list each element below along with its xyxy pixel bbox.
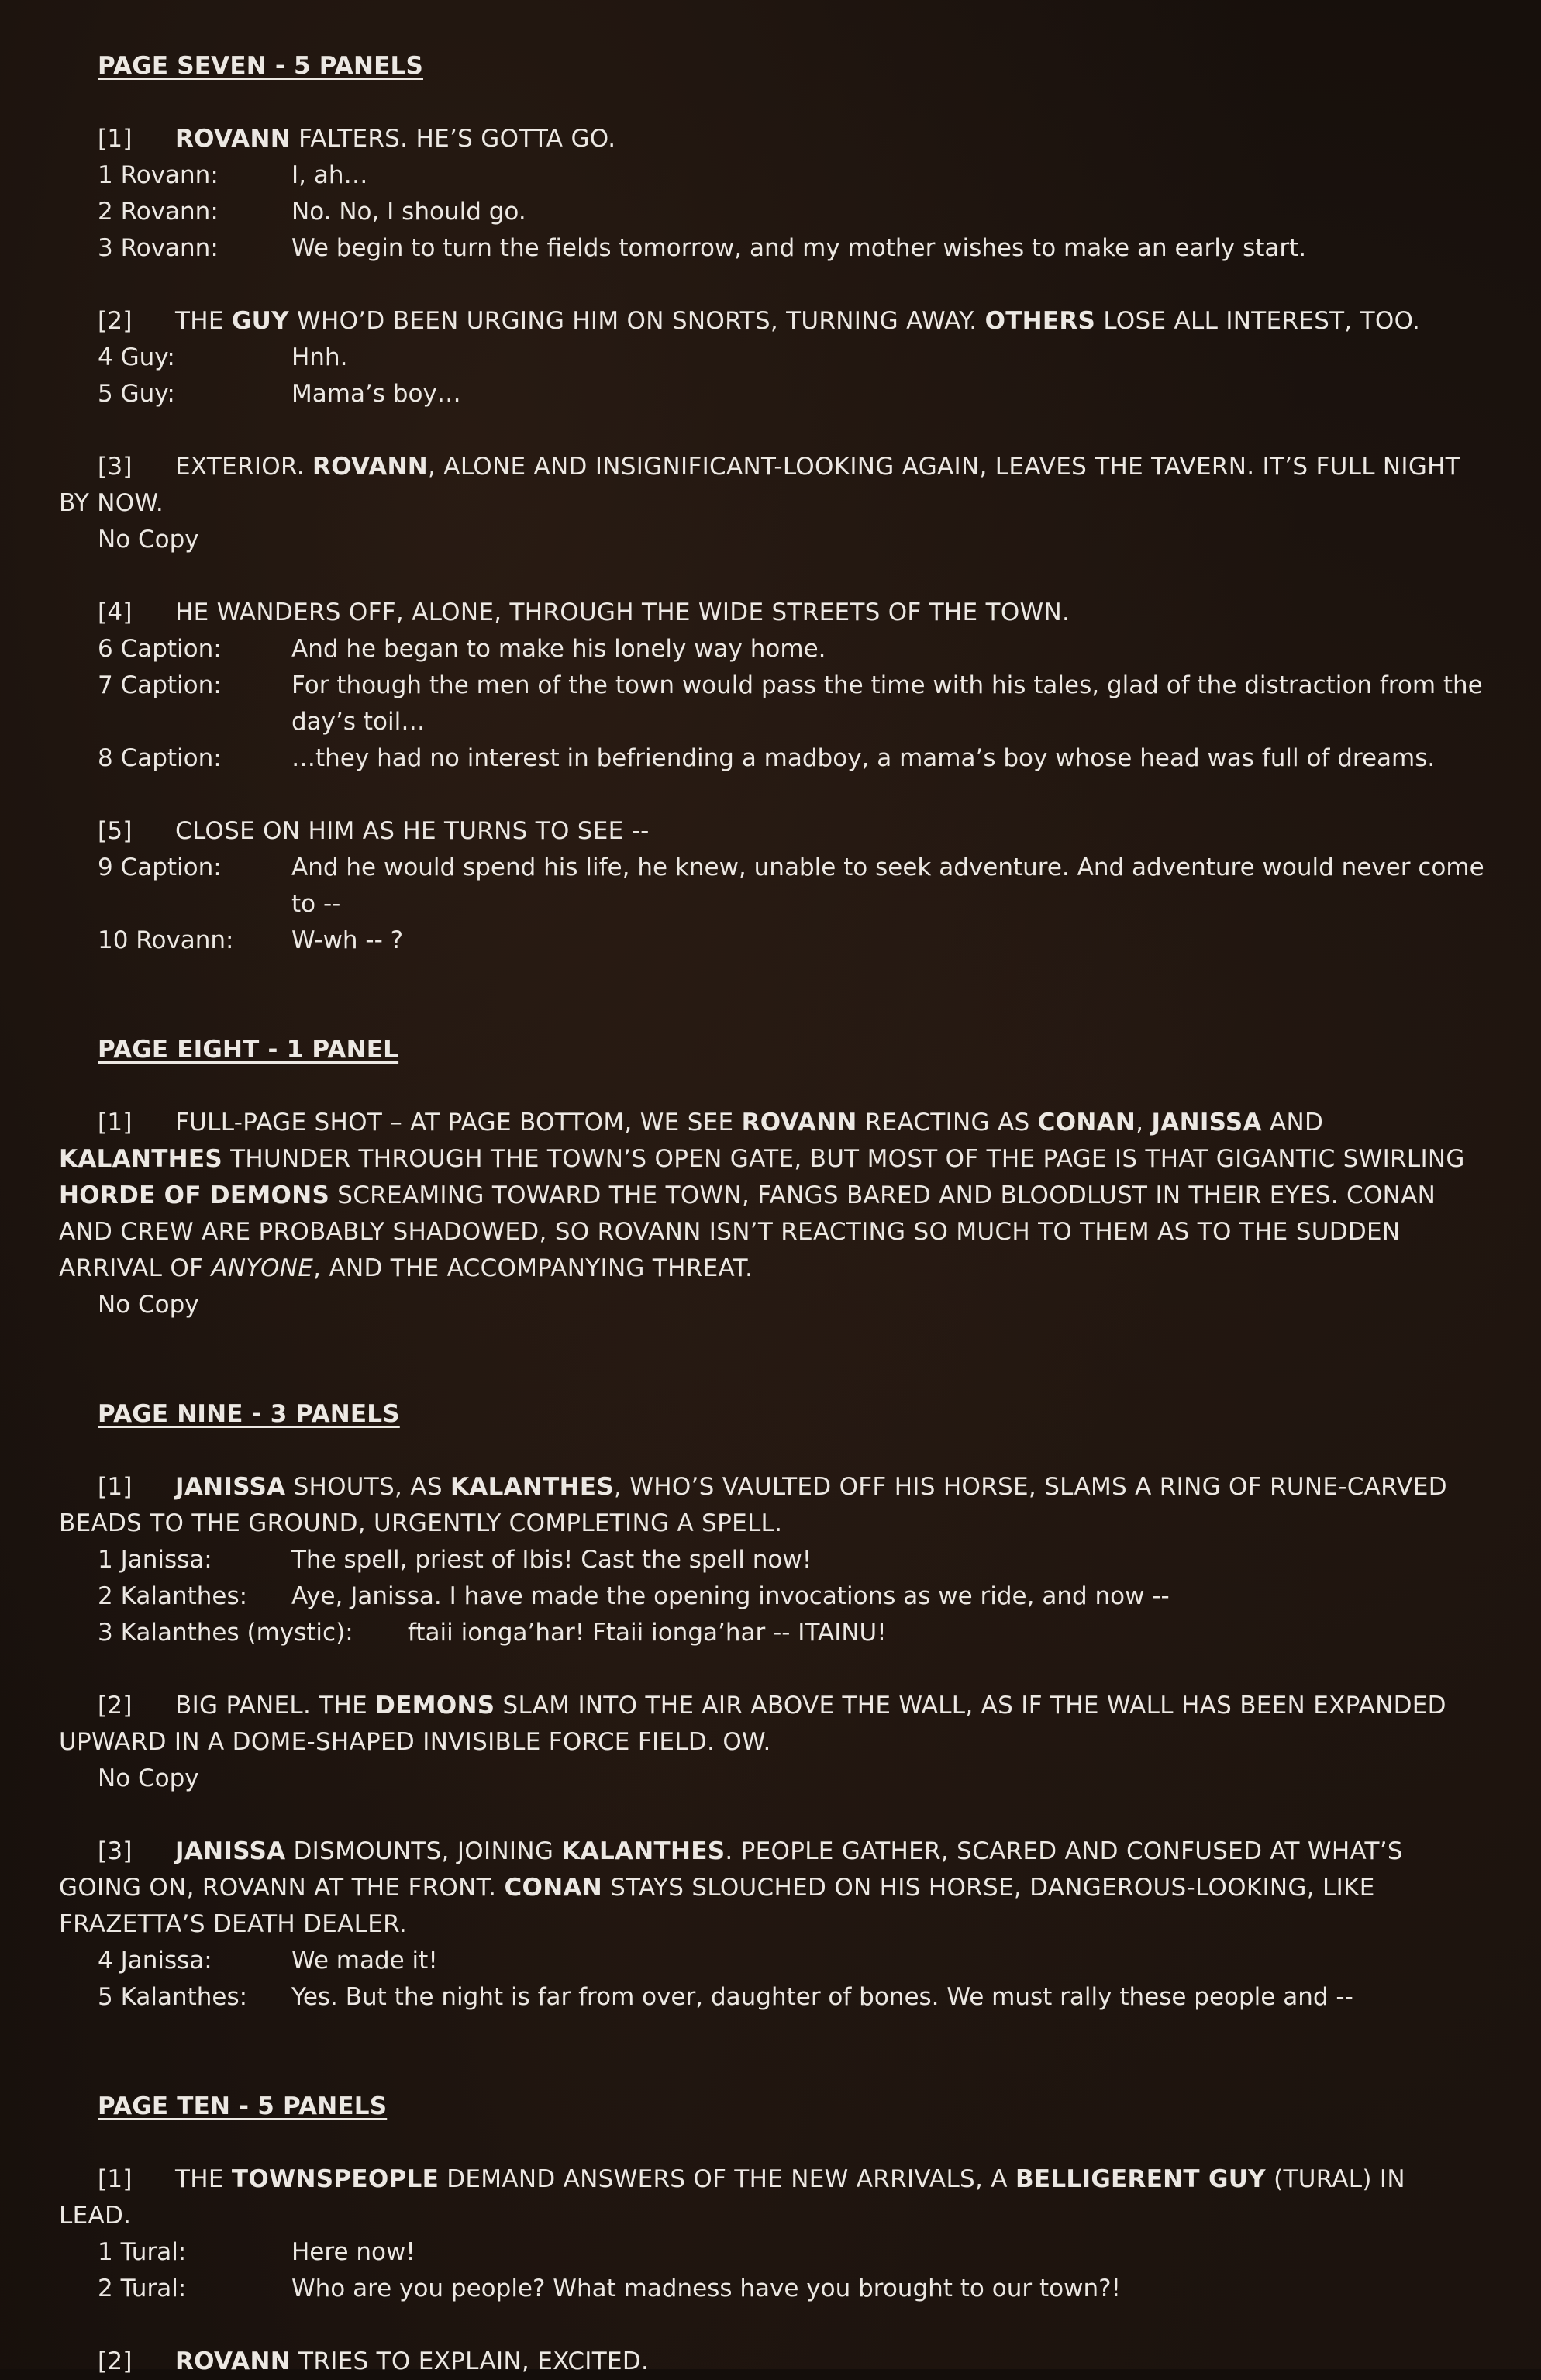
- panel-number: [2]: [98, 2347, 133, 2375]
- dialogue-line: [59, 923, 1485, 959]
- dialogue-line: [59, 740, 1485, 777]
- dialogue-line: [59, 667, 1485, 740]
- panel-description: [1] FULL-PAGE SHOT – AT PAGE BOTTOM, WE SEE ROVANN REACTING AS CONAN, JANISSA AND KALANTHES THUNDER THROUGH THE TOWN’S OPEN GATE, BUT MOST OF THE PAGE IS THAT GIGANTIC SWIRLING HORDE OF DEMONS SCREAMING TOWARD THE TOWN, FANGS BARED AND BLOODLUST IN THEIR EYES. CONAN AND CREW ARE PROBABLY SHADOWED, SO ROVANN ISN’T REACTING SO MUCH TO THEM AS TO THE SUDDEN ARRIVAL OF ANYONE, AND THE ACCOMPANYING THREAT.: [59, 1105, 1485, 1287]
- dialogue-line: [59, 1542, 1485, 1578]
- dialogue-text: Mama’s boy…: [291, 380, 461, 408]
- dialogue-text: And he would spend his life, he knew, unable to seek adventure. And adventure would never come to --: [291, 854, 1484, 918]
- speaker-label: 3 Kalanthes (mystic):: [98, 1619, 353, 1647]
- dialogue-line: [59, 631, 1485, 667]
- speaker-label: 8 Caption:: [98, 744, 222, 772]
- panel-number: [2]: [98, 307, 133, 335]
- dialogue-line: [59, 2271, 1485, 2307]
- dialogue-line: [59, 376, 1485, 412]
- panel-number: [1]: [98, 1473, 133, 1501]
- dialogue-text: …they had no interest in befriending a madboy, a mama’s boy whose head was full of dreams.: [291, 744, 1436, 772]
- dialogue-text: Aye, Janissa. I have made the opening invocations as we ride, and now --: [291, 1582, 1170, 1610]
- panel-number: [3]: [98, 453, 133, 481]
- speaker-label: 1 Janissa:: [98, 1546, 212, 1574]
- speaker-label: 7 Caption:: [98, 671, 222, 699]
- panel-description: [3] JANISSA DISMOUNTS, JOINING KALANTHES. PEOPLE GATHER, SCARED AND CONFUSED AT WHAT’S GOING ON, ROVANN AT THE FRONT. CONAN STAYS SLOUCHED ON HIS HORSE, DANGEROUS-LOOKING, LIKE FRAZETTA’S DEATH DEALER.: [59, 1833, 1485, 1943]
- dialogue-text: W-wh -- ?: [291, 926, 404, 954]
- dialogue-line: [59, 1979, 1485, 2016]
- dialogue-line: [59, 157, 1485, 194]
- dialogue-text: And he began to make his lonely way home.: [291, 635, 826, 663]
- dialogue-text: The spell, priest of Ibis! Cast the spell now!: [291, 1546, 812, 1574]
- script-document: [59, 48, 1485, 2380]
- panel-number: [4]: [98, 598, 133, 626]
- no-copy-note: No Copy: [98, 1291, 199, 1319]
- panel-description: [4] HE WANDERS OFF, ALONE, THROUGH THE WIDE STREETS OF THE TOWN.: [59, 595, 1485, 631]
- dialogue-text: No. No, I should go.: [291, 198, 526, 226]
- panel-description: [5] CLOSE ON HIM AS HE TURNS TO SEE --: [59, 813, 1485, 850]
- speaker-label: 1 Rovann:: [98, 161, 219, 189]
- speaker-label: 4 Guy:: [98, 343, 175, 371]
- panel-description: [3] EXTERIOR. ROVANN, ALONE AND INSIGNIFICANT-LOOKING AGAIN, LEAVES THE TAVERN. IT’S FULL NIGHT BY NOW.: [59, 449, 1485, 522]
- page-heading: PAGE NINE - 3 PANELS: [98, 1400, 400, 1428]
- speaker-label: 3 Rovann:: [98, 234, 219, 262]
- dialogue-text: We made it!: [291, 1947, 438, 1975]
- no-copy-note: No Copy: [98, 526, 199, 554]
- panel-number: [1]: [98, 1109, 133, 1137]
- speaker-label: 4 Janissa:: [98, 1947, 212, 1975]
- speaker-label: 10 Rovann:: [98, 926, 234, 954]
- dialogue-line: [59, 194, 1485, 230]
- panel-description: [1] JANISSA SHOUTS, AS KALANTHES, WHO’S VAULTED OFF HIS HORSE, SLAMS A RING OF RUNE-CARVED BEADS TO THE GROUND, URGENTLY COMPLETING A SPELL.: [59, 1469, 1485, 1542]
- panel-number: [2]: [98, 1692, 133, 1719]
- page-heading: PAGE SEVEN - 5 PANELS: [98, 52, 423, 80]
- panel-description: [2] ROVANN TRIES TO EXPLAIN, EXCITED.: [59, 2344, 1485, 2380]
- dialogue-text: ftaii ionga’har! Ftaii ionga’har -- ITAINU!: [408, 1619, 887, 1647]
- speaker-label: 5 Kalanthes:: [98, 1983, 248, 2011]
- speaker-label: 9 Caption:: [98, 854, 222, 881]
- dialogue-text: Who are you people? What madness have you brought to our town?!: [291, 2275, 1121, 2302]
- dialogue-line: [59, 1615, 1485, 1651]
- panel-description: [1] ROVANN FALTERS. HE’S GOTTA GO.: [59, 121, 1485, 157]
- dialogue-text: Yes. But the night is far from over, daughter of bones. We must rally these people and --: [291, 1983, 1353, 2011]
- speaker-label: 1 Tural:: [98, 2238, 187, 2266]
- dialogue-line: [59, 340, 1485, 376]
- dialogue-text: We begin to turn the fields tomorrow, and my mother wishes to make an early start.: [291, 234, 1307, 262]
- speaker-label: 2 Kalanthes:: [98, 1582, 248, 1610]
- dialogue-text: Here now!: [291, 2238, 415, 2266]
- dialogue-line: [59, 230, 1485, 267]
- dialogue-line: [59, 850, 1485, 923]
- no-copy-note: No Copy: [98, 1764, 199, 1792]
- dialogue-line: [59, 1578, 1485, 1615]
- panel-number: [5]: [98, 817, 133, 845]
- dialogue-line: [59, 1943, 1485, 1979]
- dialogue-line: [59, 2234, 1485, 2271]
- speaker-label: 5 Guy:: [98, 380, 175, 408]
- panel-description: [2] BIG PANEL. THE DEMONS SLAM INTO THE AIR ABOVE THE WALL, AS IF THE WALL HAS BEEN EXPANDED UPWARD IN A DOME-SHAPED INVISIBLE FORCE FIELD. OW.: [59, 1688, 1485, 1761]
- panel-number: [3]: [98, 1837, 133, 1865]
- page-heading: PAGE EIGHT - 1 PANEL: [98, 1036, 399, 1064]
- dialogue-text: Hnh.: [291, 343, 348, 371]
- panel-number: [1]: [98, 2165, 133, 2193]
- dialogue-text: I, ah…: [291, 161, 368, 189]
- panel-description: [1] THE TOWNSPEOPLE DEMAND ANSWERS OF THE NEW ARRIVALS, A BELLIGERENT GUY (TURAL) IN LEAD.: [59, 2161, 1485, 2234]
- speaker-label: 2 Tural:: [98, 2275, 187, 2302]
- speaker-label: 6 Caption:: [98, 635, 222, 663]
- page-heading: PAGE TEN - 5 PANELS: [98, 2092, 388, 2120]
- panel-number: [1]: [98, 125, 133, 153]
- panel-description: [2] THE GUY WHO’D BEEN URGING HIM ON SNORTS, TURNING AWAY. OTHERS LOSE ALL INTEREST, TOO.: [59, 303, 1485, 340]
- dialogue-text: For though the men of the town would pass the time with his tales, glad of the distraction from the day’s toil…: [291, 671, 1483, 736]
- speaker-label: 2 Rovann:: [98, 198, 219, 226]
